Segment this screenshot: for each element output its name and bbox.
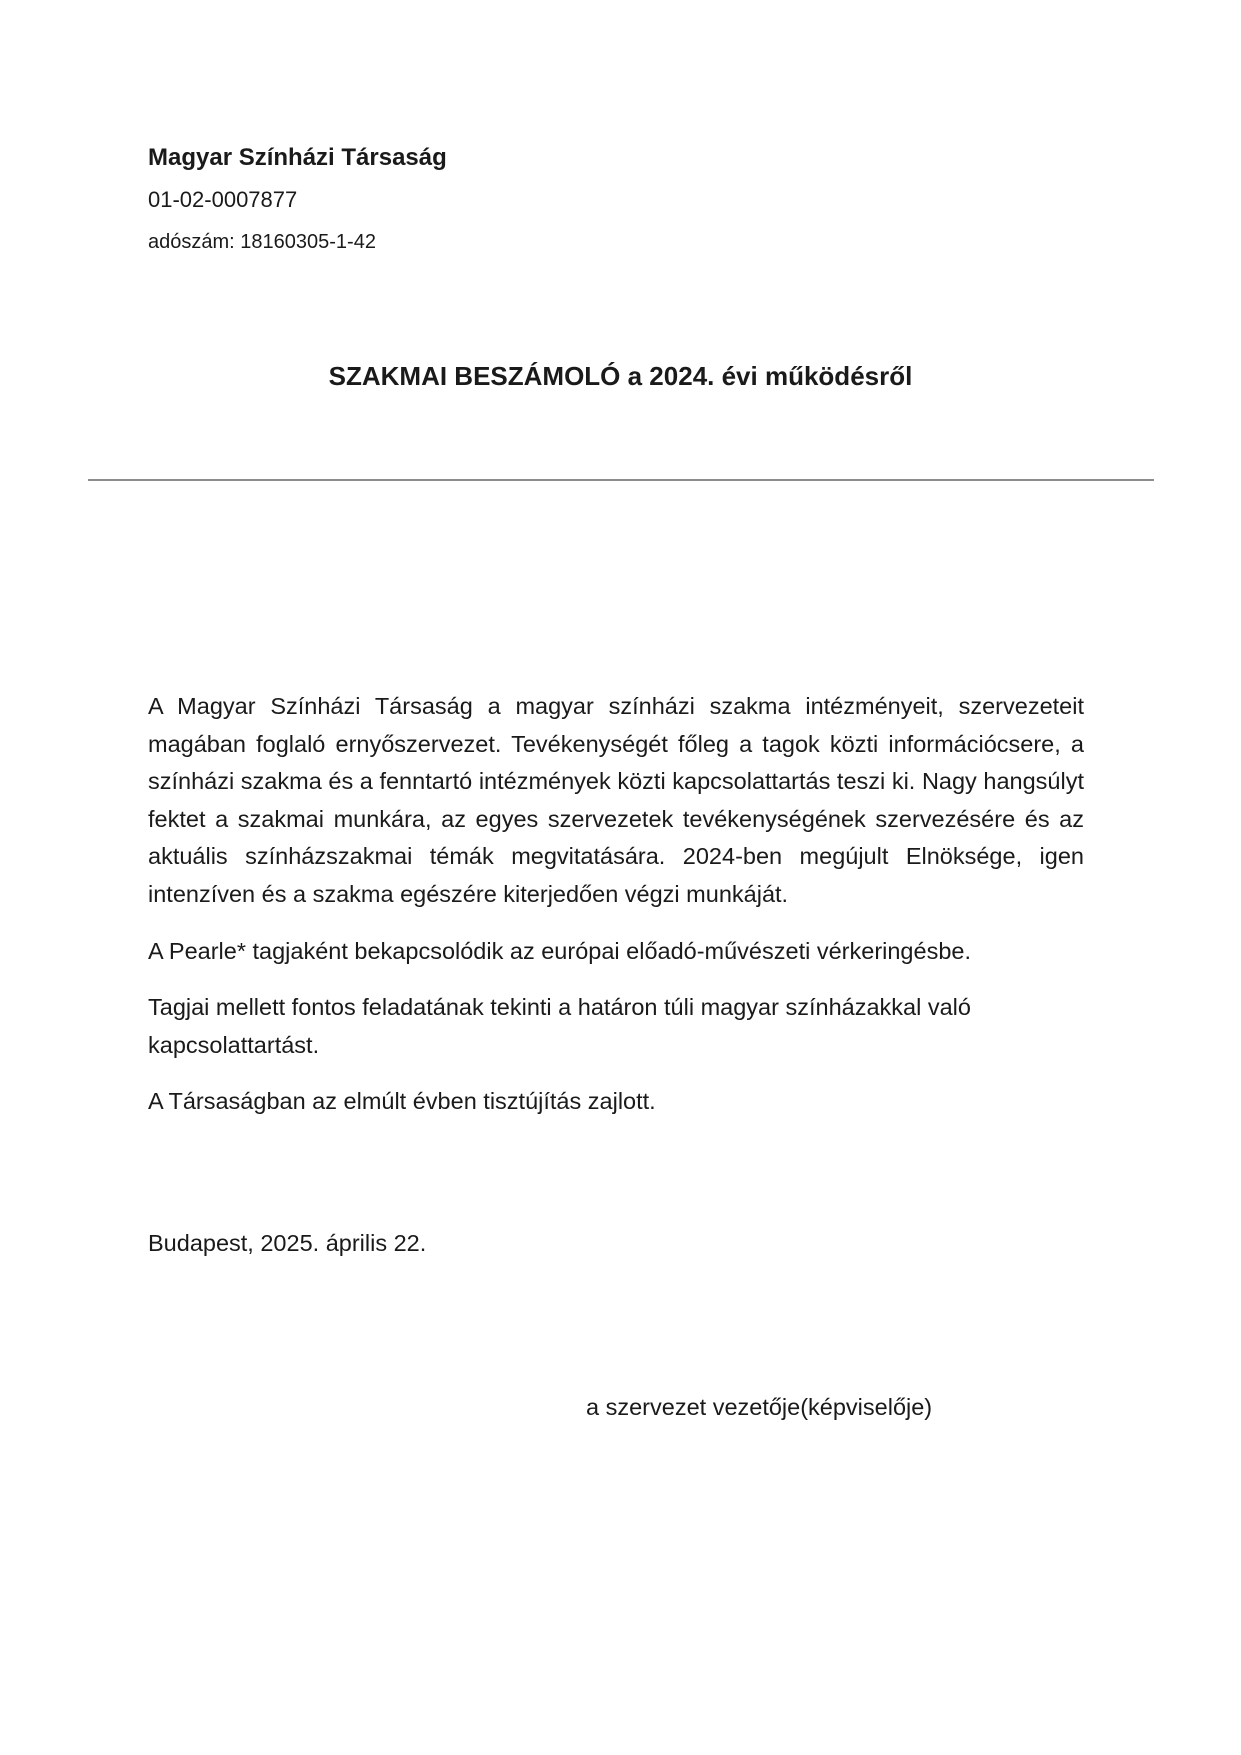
registration-number: 01-02-0007877 — [148, 187, 298, 212]
paragraph-intro: A Magyar Színházi Társaság a magyar színházi szakma intézményeit, szervezeteit magában foglaló ernyőszervezet. Tevékenységét főleg a tagok közti információcsere, a színházi szakma és a fenntartó intézmények közti kapcsolattartás teszi ki. Nagy hangsúlyt fektet a szakmai munkára, az egyes szervezetek tevékenységének szervezésére és az aktuális színházszakmai témák megvitatására. 2024-ben megújult Elnöksége, igen intenzíven és a szakma egészére kiterjedően végzi munkáját. — [148, 693, 1084, 907]
report-body — [148, 688, 1084, 1140]
paragraph-pearle: A Pearle* tagjaként bekapcsolódik az európai előadó-művészeti vérkeringésbe. — [148, 937, 971, 964]
tax-number: adószám: 18160305-1-42 — [148, 231, 376, 253]
paragraph-election: A Társaságban az elmúlt évben tisztújítás zajlott. — [148, 1088, 656, 1115]
signature-line: a szervezet vezetője(képviselője) — [586, 1394, 933, 1420]
document-title: SZAKMAI BESZÁMOLÓ a 2024. évi működésről — [328, 361, 913, 391]
divider-line — [88, 479, 1154, 481]
organization-name: Magyar Színházi Társaság — [148, 144, 447, 171]
paragraph-cross-border: Tagjai mellett fontos feladatának tekinti a határon túli magyar színházakkal való kapcsolattartást. — [148, 994, 971, 1058]
place-and-date: Budapest, 2025. április 22. — [148, 1230, 427, 1256]
